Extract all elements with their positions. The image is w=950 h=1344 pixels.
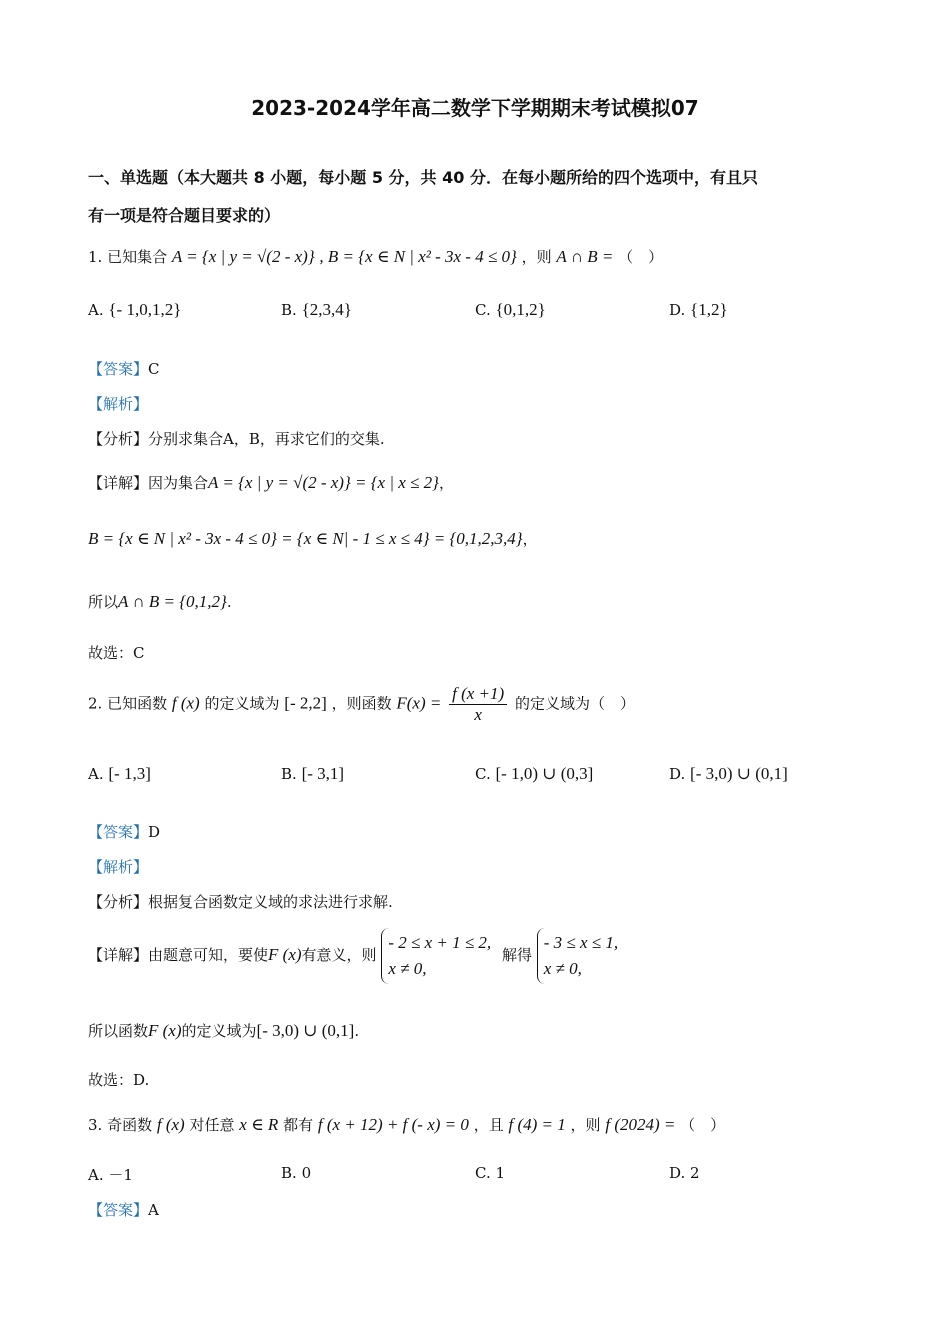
- option-letter: C.: [475, 301, 491, 319]
- section-heading-line2: 有一项是符合题目要求的）: [88, 206, 281, 225]
- q3-condition: f (x + 12) + f (- x) = 0: [317, 1115, 469, 1134]
- page-title: 2023-2024学年高二数学下学期期末考试模拟07: [251, 96, 699, 120]
- q2-option-b[interactable]: [281, 764, 344, 784]
- fraction-numerator: f (x +1): [449, 684, 507, 705]
- q3-mid4: ，则: [570, 1116, 601, 1134]
- q2-option-d[interactable]: [669, 764, 788, 784]
- detail-text: 的定义域为: [181, 1022, 257, 1040]
- xiangjie-label: 【详解】: [88, 946, 149, 964]
- system-line: x ≠ 0,: [543, 959, 582, 978]
- q3-paren: （ ）: [680, 1116, 726, 1134]
- option-letter: A.: [88, 765, 104, 783]
- question-1: [88, 246, 663, 267]
- option-letter: D.: [669, 765, 686, 783]
- detail-text: 因为集合: [148, 474, 209, 492]
- q2-conclusion: 故选：D.: [88, 1071, 150, 1089]
- q3-mid2: 都有: [283, 1116, 314, 1134]
- q1-suffix: ，则: [521, 248, 552, 266]
- system-line: - 3 ≤ x ≤ 1,: [543, 933, 619, 952]
- answer-value: A: [148, 1201, 159, 1219]
- q1-option-b[interactable]: [281, 300, 352, 320]
- xiangjie-label: 【详解】: [88, 474, 149, 492]
- detail-text: 由题意可知，要使: [148, 946, 269, 964]
- option-text: 1: [495, 1164, 506, 1182]
- q1-answer: [88, 358, 160, 379]
- answer-label: 【答案】: [88, 823, 149, 841]
- detail-math: F (x): [268, 945, 302, 964]
- option-text: {1,2}: [690, 300, 728, 319]
- q3-prefix: 3. 奇函数: [88, 1116, 153, 1134]
- detail-suffix: .: [226, 593, 232, 611]
- detail-text: 所以函数: [88, 1022, 149, 1040]
- q1-fenxi: [88, 428, 385, 449]
- option-text: 2: [690, 1164, 700, 1182]
- q2-result: [88, 1020, 359, 1041]
- answer-label: 【答案】: [88, 360, 149, 378]
- q2-detail: [88, 928, 624, 984]
- option-text: [- 1,0) ∪ (0,3]: [495, 764, 594, 783]
- q2-system-1: [381, 928, 497, 984]
- q2-option-a[interactable]: [88, 764, 151, 784]
- option-letter: D.: [669, 1164, 686, 1182]
- q2-mid: 的定义域为: [204, 694, 280, 713]
- q1-conclusion: 故选：C: [88, 644, 145, 662]
- q3-option-d[interactable]: [669, 1164, 700, 1182]
- option-text: {- 1,0,1,2}: [108, 300, 182, 319]
- fenxi-text: 根据复合函数定义域的求法进行求解.: [148, 893, 393, 911]
- q1-prefix: 1. 已知集合: [88, 248, 168, 266]
- q2-analysis-label: 【解析】: [88, 858, 149, 876]
- option-letter: C.: [475, 1164, 491, 1182]
- q3-mid3: ，且: [473, 1116, 504, 1134]
- q2-suffix: 的定义域为（ ）: [514, 694, 635, 713]
- section-heading-line1: 一、单选题（本大题共 8 小题，每小题 5 分，共 40 分．在每小题所给的四个选项中，有且只: [88, 168, 758, 187]
- detail-math: A = {x | y = √(2 - x)} = {x | x ≤ 2}: [208, 473, 439, 492]
- q3-option-b[interactable]: [281, 1164, 311, 1182]
- q2-fraction: [449, 684, 507, 725]
- option-letter: C.: [475, 765, 491, 783]
- option-letter: B.: [281, 1164, 297, 1182]
- question-2: [88, 684, 635, 725]
- option-text: {0,1,2}: [495, 300, 546, 319]
- q2-fx: f (x): [171, 693, 200, 713]
- detail-suffix: ，: [438, 474, 454, 492]
- q1-detail-1: [88, 472, 454, 493]
- answer-value: D: [148, 823, 161, 841]
- q2-prefix: 2. 已知函数: [88, 694, 168, 713]
- detail-math: A ∩ B = {0,1,2}: [118, 592, 227, 611]
- q3-option-c[interactable]: [475, 1164, 505, 1182]
- q2-domain: [- 2,2]: [284, 693, 327, 713]
- q1-option-d[interactable]: [669, 300, 728, 320]
- system-line: - 2 ≤ x + 1 ≤ 2,: [388, 933, 492, 952]
- system-line: x ≠ 0,: [388, 959, 427, 978]
- q3-fx: f (x): [156, 1115, 185, 1134]
- fenxi-label: 【分析】: [88, 430, 149, 448]
- q3-ask: f (2024) =: [605, 1115, 676, 1134]
- q2-system-2: [537, 928, 624, 984]
- q1-detail-3: [88, 591, 232, 612]
- q2-option-c[interactable]: [475, 764, 593, 784]
- q1-detail-2: [88, 528, 538, 549]
- fenxi-text: 分别求集合A，B，再求它们的交集.: [148, 430, 385, 448]
- q3-f4: f (4) = 1: [508, 1115, 566, 1134]
- question-3: [88, 1114, 725, 1135]
- detail-math: B = {x ∈ N | x² - 3x - 4 ≤ 0} = {x ∈ N| - 1 ≤ x ≤ 4} = {0,1,2,3,4}: [88, 529, 523, 548]
- detail-suffix: ，: [522, 530, 538, 548]
- detail-text: 所以: [88, 593, 119, 611]
- q3-option-a[interactable]: [88, 1164, 133, 1185]
- option-letter: A.: [88, 1166, 104, 1184]
- option-text: [- 3,0) ∪ (0,1]: [690, 764, 788, 783]
- q2-answer: [88, 821, 160, 842]
- detail-text: 解得: [501, 946, 532, 964]
- option-letter: B.: [281, 765, 297, 783]
- q3-xr: x ∈ R: [239, 1115, 279, 1134]
- q1-set-a: A = {x | y = √(2 - x)}: [171, 247, 315, 266]
- q1-set-b: , B = {x ∈ N | x² - 3x - 4 ≤ 0}: [319, 247, 517, 266]
- q3-answer: [88, 1199, 159, 1220]
- q3-mid: 对任意: [189, 1116, 235, 1134]
- option-letter: A.: [88, 301, 104, 319]
- q2-Fx: F(x) =: [396, 693, 442, 713]
- answer-value: C: [148, 360, 160, 378]
- option-letter: D.: [669, 301, 686, 319]
- q1-analysis-label: 【解析】: [88, 395, 149, 413]
- option-text: [- 3,1]: [301, 764, 345, 783]
- option-letter: B.: [281, 301, 297, 319]
- option-text: [- 1,3]: [108, 764, 151, 783]
- answer-label: 【答案】: [88, 1201, 149, 1219]
- fenxi-label: 【分析】: [88, 893, 149, 911]
- detail-suffix: .: [354, 1022, 360, 1040]
- detail-math: [- 3,0) ∪ (0,1]: [256, 1021, 355, 1040]
- q1-option-a[interactable]: [88, 300, 181, 320]
- option-text: {2,3,4}: [301, 300, 352, 319]
- q2-mid2: ，则函数: [331, 694, 392, 713]
- q2-fenxi: [88, 891, 393, 912]
- option-text: －1: [108, 1166, 133, 1184]
- detail-math: F (x): [148, 1021, 182, 1040]
- detail-text: 有意义，则: [301, 946, 377, 964]
- q1-option-c[interactable]: [475, 300, 546, 320]
- fraction-denominator: x: [474, 705, 482, 724]
- option-text: 0: [301, 1164, 312, 1182]
- q1-ask: A ∩ B =: [556, 247, 614, 266]
- q1-paren: （ ）: [618, 248, 664, 266]
